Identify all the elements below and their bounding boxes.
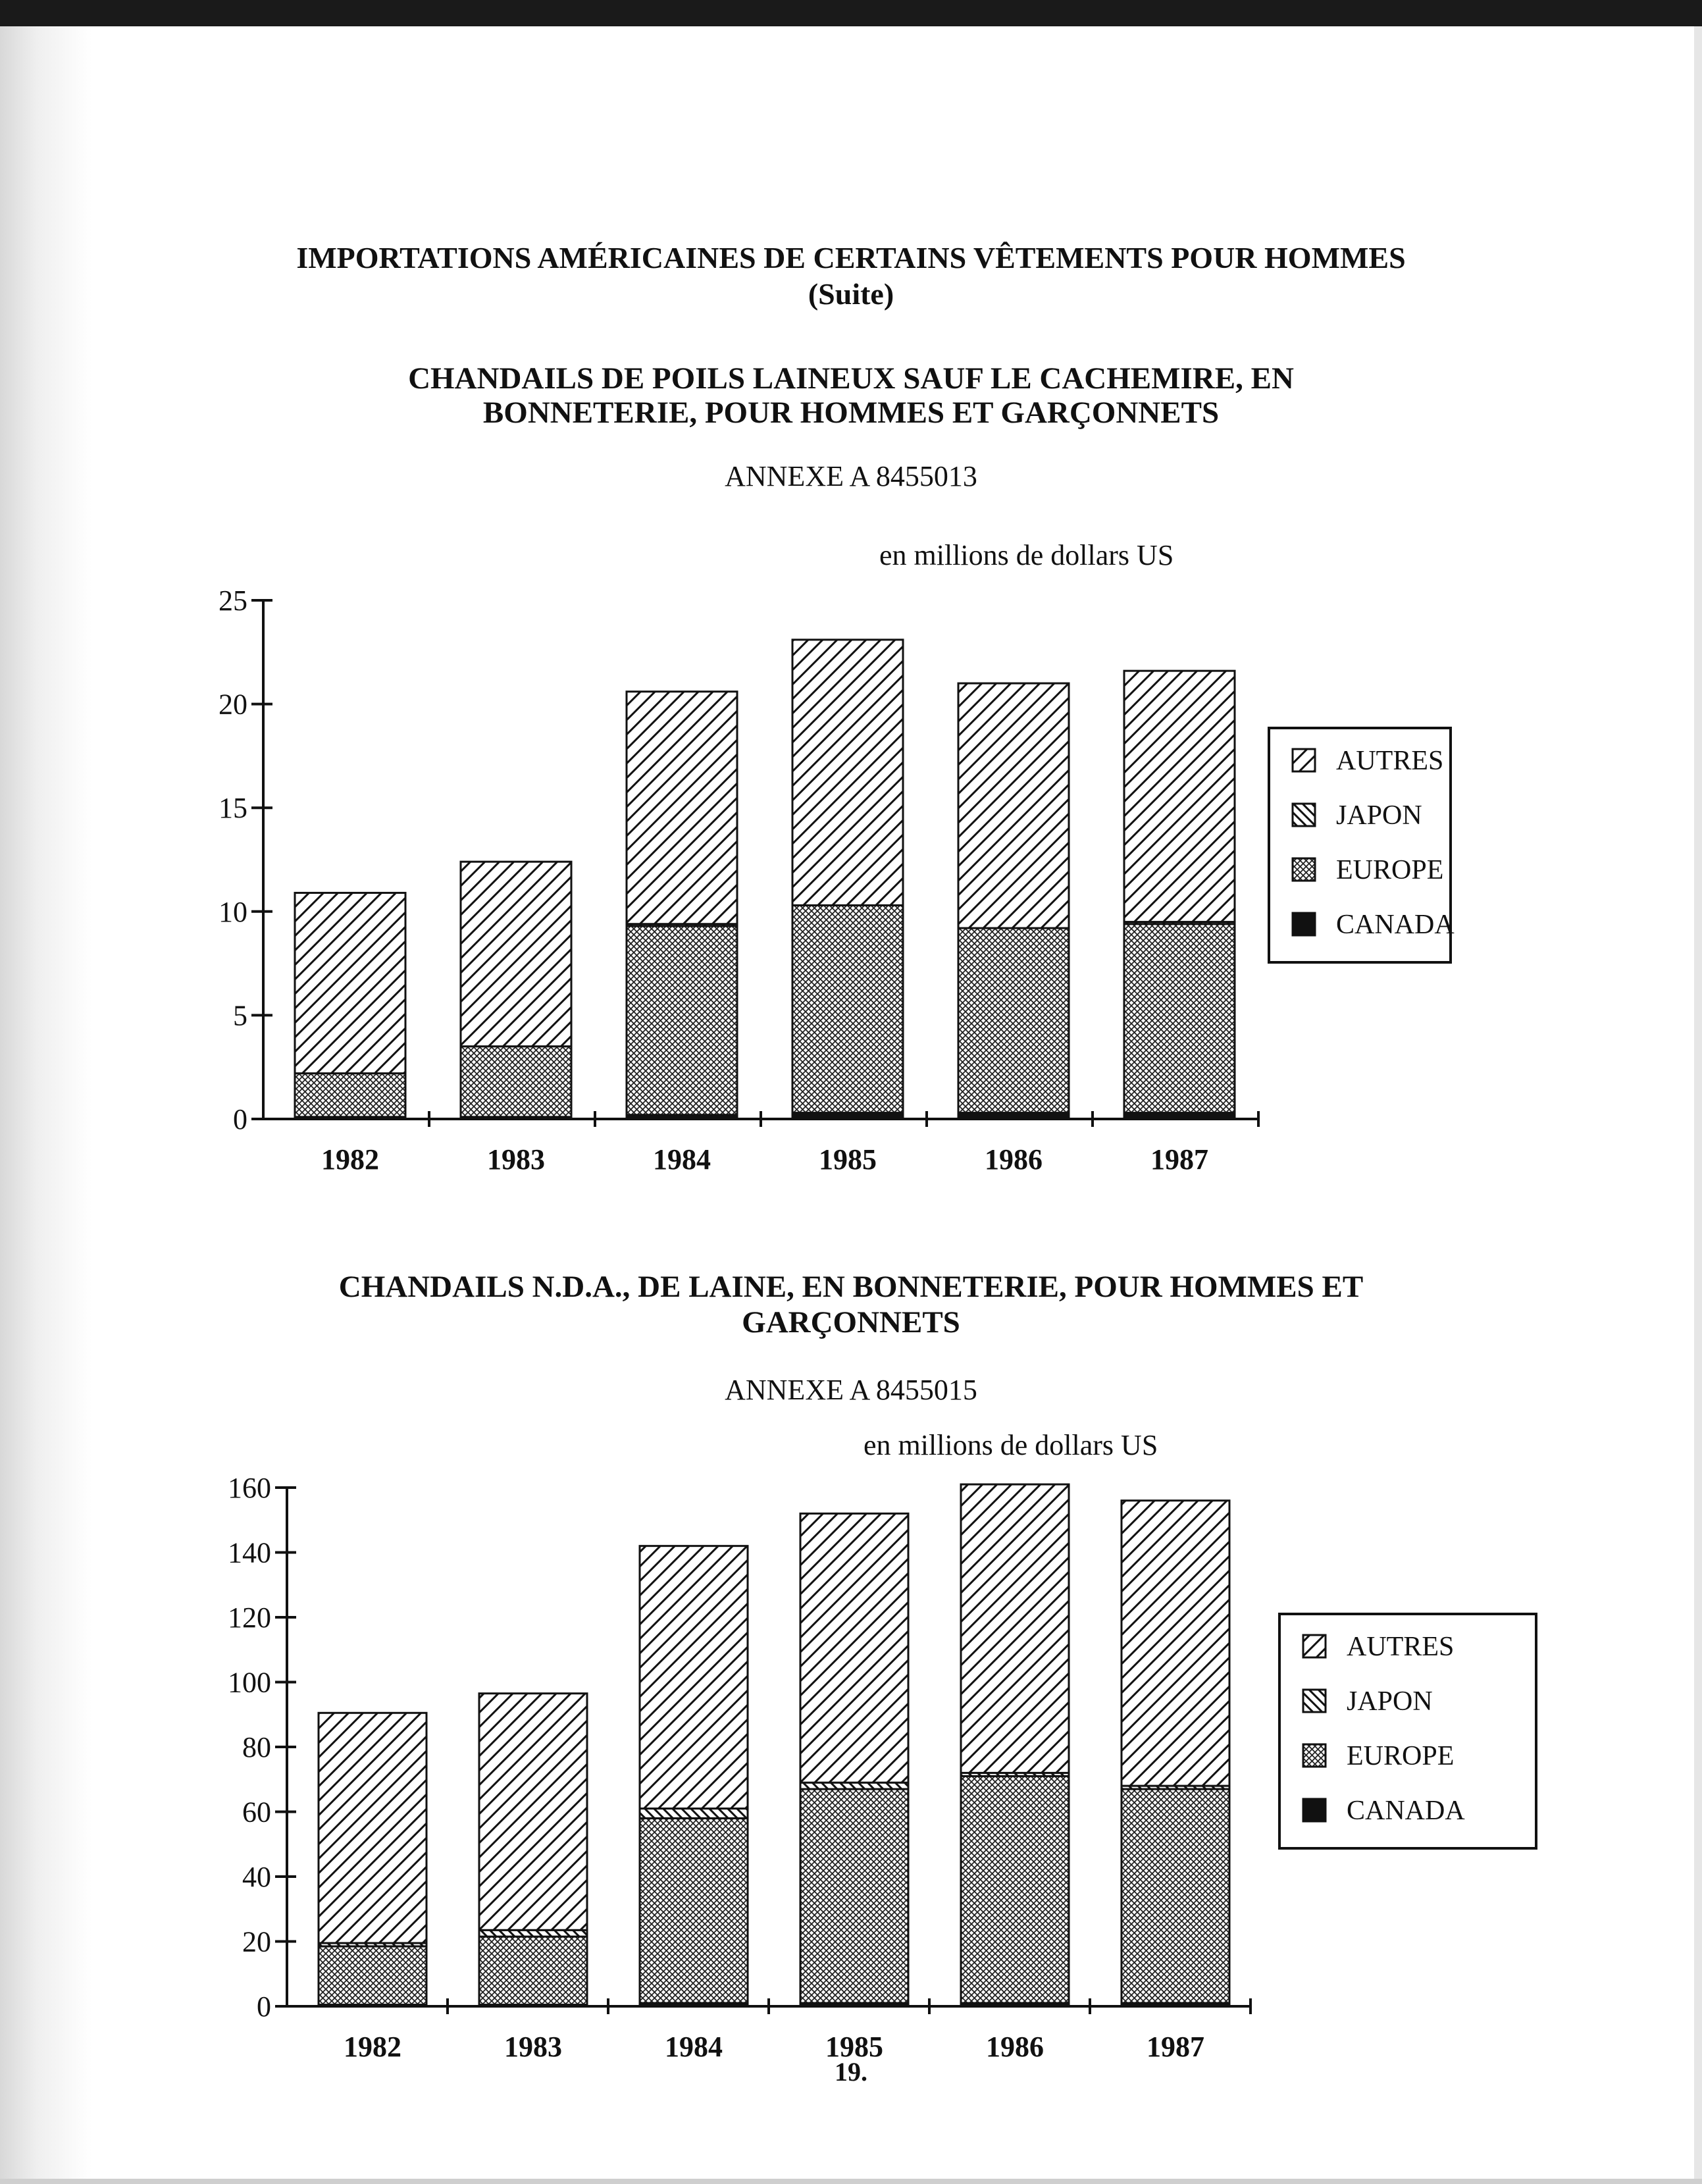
legend-swatch-canada (1293, 913, 1315, 935)
page-number: 19. (835, 2057, 867, 2087)
page-edge-bottom (0, 2179, 1702, 2184)
chart1-title-line2: BONNETERIE, POUR HOMMES ET GARÇONNETS (482, 396, 1220, 430)
bar-segment-europe (1124, 924, 1235, 1113)
bar-segment-europe (640, 1818, 748, 2003)
legend-swatch-japon (1293, 804, 1315, 826)
bar-segment-autres (640, 1546, 748, 1809)
x-category-label: 1982 (321, 1143, 379, 1176)
legend-label-autres: AUTRES (1347, 1632, 1455, 1662)
bar-segment-europe (461, 1047, 571, 1117)
y-tick-label: 20 (242, 1925, 271, 1958)
legend-swatch-europe (1293, 858, 1315, 881)
bar-segment-europe (961, 1776, 1069, 2003)
bar-segment-autres (961, 1484, 1069, 1773)
legend-label-autres: AUTRES (1336, 746, 1444, 776)
chart2-unit-label: en millions de dollars US (864, 1429, 1158, 1461)
y-tick-label: 5 (233, 999, 247, 1032)
chart1-title-line1: CHANDAILS DE POILS LAINEUX SAUF LE CACHEMIRE, EN (408, 361, 1294, 396)
bar-segment-autres (1124, 671, 1235, 922)
bar-segment-europe (1122, 1789, 1229, 2003)
y-tick-label: 0 (233, 1103, 247, 1135)
y-tick-label: 120 (228, 1601, 271, 1634)
y-tick-label: 15 (219, 792, 247, 825)
legend-label-europe: EUROPE (1336, 855, 1444, 885)
bar-segment-europe (295, 1074, 405, 1117)
chart2-title-line2: GARÇONNETS (742, 1305, 960, 1339)
y-tick-label: 40 (242, 1861, 271, 1893)
page-subtitle: (Suite) (808, 277, 894, 311)
bar-segment-autres (627, 692, 737, 924)
y-tick-label: 60 (242, 1796, 271, 1829)
legend-label-canada: CANADA (1347, 1796, 1465, 1826)
chart1-annex: ANNEXE A 8455013 (725, 460, 977, 492)
chart1-unit-label: en millions de dollars US (879, 539, 1174, 571)
bar-segment-autres (800, 1513, 908, 1782)
bar-segment-autres (958, 683, 1069, 928)
bar-segment-autres (295, 893, 405, 1073)
x-category-label: 1984 (653, 1143, 711, 1176)
chart2-annex: ANNEXE A 8455015 (725, 1374, 977, 1406)
legend-label-canada: CANADA (1336, 910, 1455, 940)
legend-swatch-autres (1303, 1635, 1326, 1657)
bar-segment-autres (319, 1713, 426, 1943)
x-category-label: 1985 (825, 2031, 883, 2063)
legend-swatch-japon (1303, 1690, 1326, 1712)
legend-swatch-canada (1303, 1799, 1326, 1821)
y-tick-label: 0 (257, 1990, 271, 2023)
chart2-title-line1: CHANDAILS N.D.A., DE LAINE, EN BONNETERIE, POUR HOMMES ET (338, 1270, 1364, 1304)
y-tick-label: 20 (219, 688, 247, 721)
page-edge-top (0, 0, 1702, 26)
x-category-label: 1982 (344, 2031, 401, 2063)
chart1-bar-chart (0, 579, 1702, 1198)
bar-segment-europe (479, 1937, 587, 2004)
bar-segment-europe (627, 926, 737, 1115)
bar-segment-europe (958, 928, 1069, 1113)
bar-segment-autres (792, 640, 903, 905)
legend-label-japon: JAPON (1336, 800, 1422, 831)
legend-swatch-europe (1303, 1744, 1326, 1767)
y-tick-label: 10 (219, 895, 247, 928)
x-category-label: 1985 (819, 1143, 877, 1176)
bar-segment-autres (1122, 1501, 1229, 1786)
y-tick-label: 140 (228, 1536, 271, 1569)
y-tick-label: 80 (242, 1731, 271, 1763)
x-category-label: 1983 (487, 1143, 545, 1176)
y-tick-label: 100 (228, 1666, 271, 1699)
bar-segment-europe (792, 905, 903, 1112)
x-category-label: 1986 (986, 2031, 1044, 2063)
bar-segment-europe (319, 1946, 426, 2005)
legend-label-japon: JAPON (1347, 1686, 1433, 1717)
bar-segment-japon (640, 1809, 748, 1819)
y-tick-label: 25 (219, 585, 247, 617)
page-title: IMPORTATIONS AMÉRICAINES DE CERTAINS VÊTEMENTS POUR HOMMES (296, 241, 1406, 274)
legend-label-europe: EUROPE (1347, 1741, 1455, 1771)
legend-swatch-autres (1293, 749, 1315, 771)
x-category-label: 1984 (665, 2031, 723, 2063)
x-category-label: 1987 (1150, 1143, 1208, 1176)
y-tick-label: 160 (228, 1472, 271, 1504)
x-category-label: 1987 (1147, 2031, 1204, 2063)
bar-segment-autres (461, 862, 571, 1047)
x-category-label: 1986 (985, 1143, 1043, 1176)
bar-segment-europe (800, 1789, 908, 2003)
chart2-bar-chart (0, 1468, 1702, 2087)
x-category-label: 1983 (504, 2031, 562, 2063)
bar-segment-autres (479, 1694, 587, 1931)
